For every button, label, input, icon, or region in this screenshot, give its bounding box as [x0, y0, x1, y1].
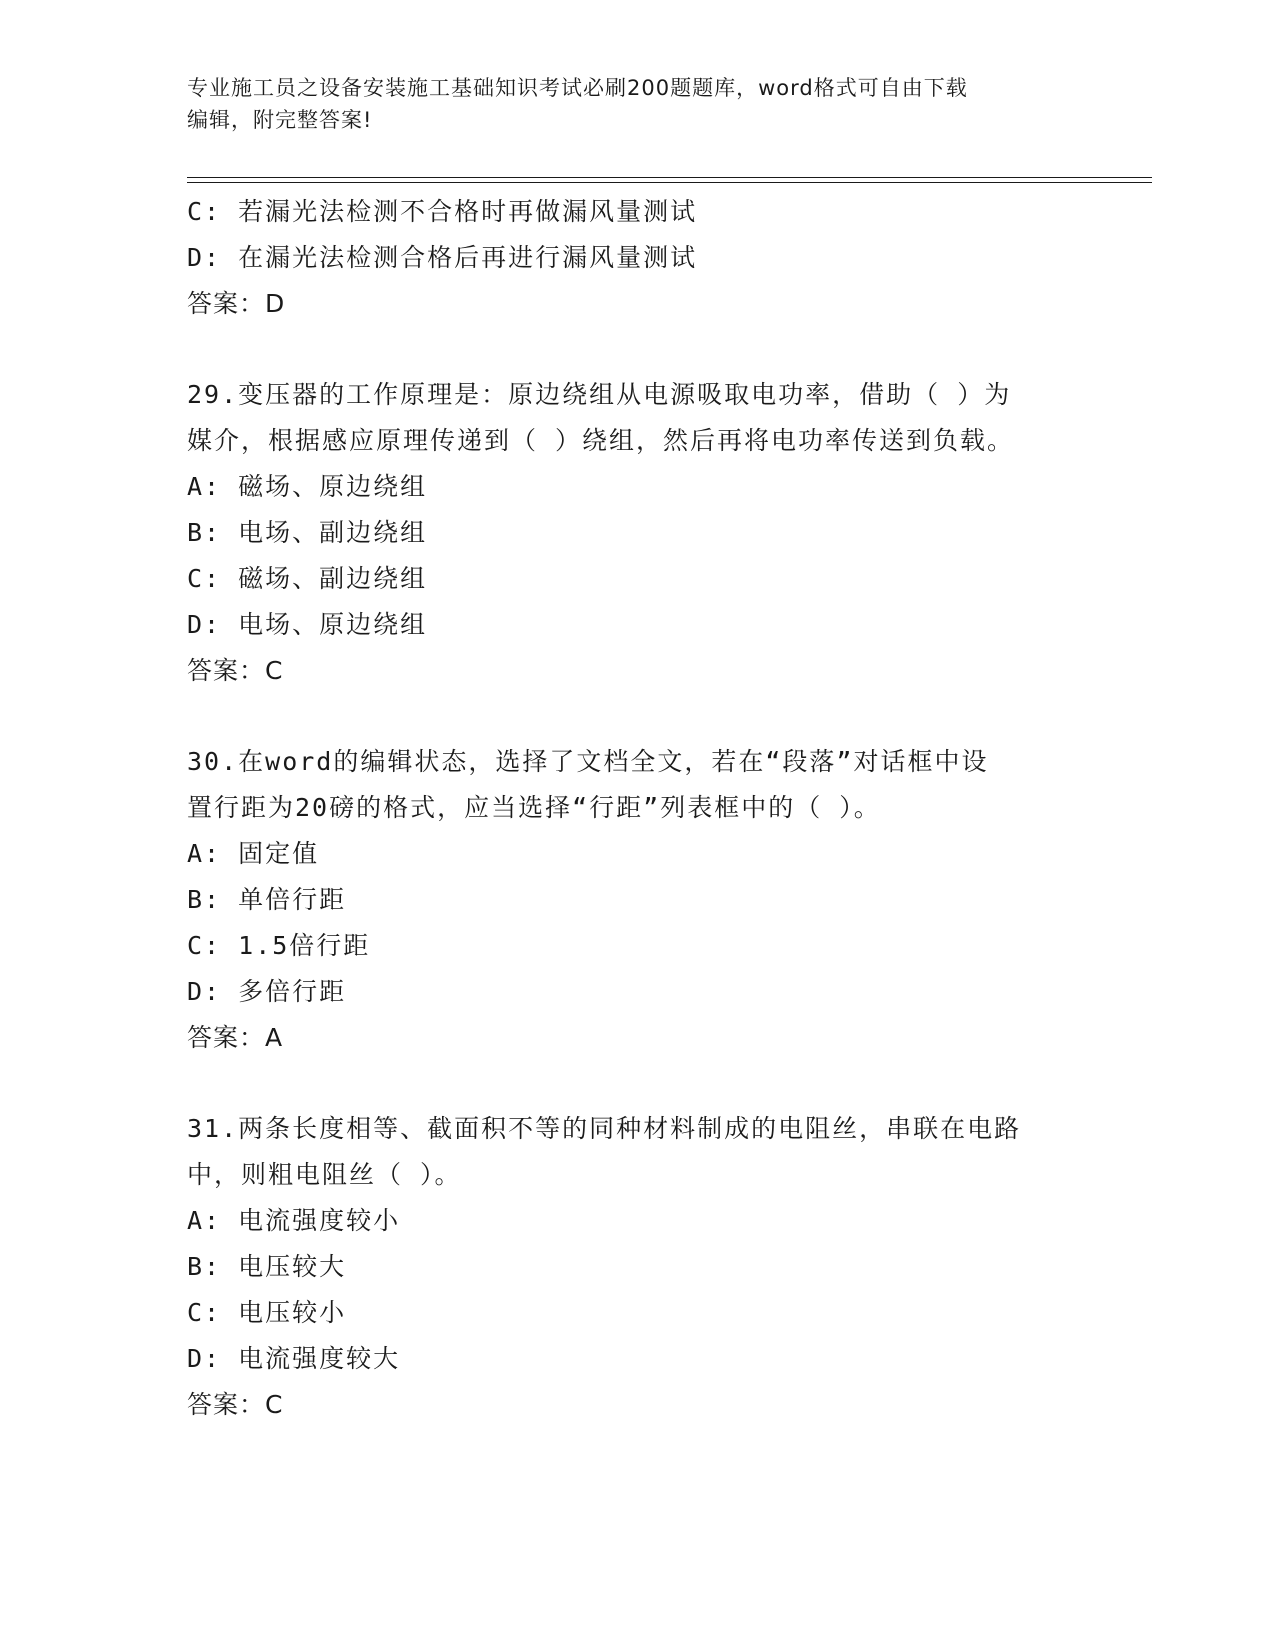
- document-header: [187, 72, 1067, 136]
- question-stem-line: 31.两条长度相等、截面积不等的同种材料制成的电阻丝，串联在电路: [187, 1114, 1022, 1143]
- header-divider-bottom: [187, 182, 1152, 183]
- question-spacer: [187, 327, 1087, 372]
- answer-line: 答案：A: [187, 1023, 284, 1052]
- option-a: A: 磁场、原边绕组: [187, 472, 428, 501]
- option-a: A: 电流强度较小: [187, 1206, 401, 1235]
- answer-line: 答案：C: [187, 656, 284, 685]
- previous-question-block: [187, 189, 1087, 327]
- header-title-line-1: 专业施工员之设备安装施工基础知识考试必刷200题题库，word格式可自由下载: [187, 76, 968, 100]
- option-d: D: 在漏光法检测合格后再进行漏风量测试: [187, 243, 698, 272]
- option-c: C: 1.5倍行距: [187, 931, 371, 960]
- option-d: D: 电流强度较大: [187, 1344, 401, 1373]
- question-stem-line: 30.在word的编辑状态，选择了文档全文，若在“段落”对话框中设: [187, 747, 989, 776]
- question-spacer: [187, 1061, 1087, 1106]
- answer-line: 答案：D: [187, 289, 286, 318]
- option-b: B: 电压较大: [187, 1252, 347, 1281]
- option-d: D: 电场、原边绕组: [187, 610, 428, 639]
- option-b: B: 单倍行距: [187, 885, 347, 914]
- question-stem-line: 29.变压器的工作原理是：原边绕组从电源吸取电功率，借助（ ）为: [187, 380, 1012, 409]
- question-spacer: [187, 694, 1087, 739]
- header-divider-top: [187, 177, 1152, 178]
- answer-line: 答案：C: [187, 1390, 284, 1419]
- question-30: [187, 739, 1087, 1061]
- option-c: C: 磁场、副边绕组: [187, 564, 428, 593]
- question-stem-line: 中，则粗电阻丝（ ）。: [187, 1160, 462, 1189]
- question-stem-line: 媒介，根据感应原理传递到（ ）绕组，然后再将电功率传送到负载。: [187, 426, 1015, 455]
- question-31: [187, 1106, 1087, 1428]
- option-c: C: 若漏光法检测不合格时再做漏风量测试: [187, 197, 698, 226]
- document-body: [187, 189, 1087, 1428]
- header-title-line-2: 编辑，附完整答案!: [187, 108, 373, 132]
- option-b: B: 电场、副边绕组: [187, 518, 428, 547]
- question-stem-line: 置行距为20磅的格式，应当选择“行距”列表框中的（ ）。: [187, 793, 881, 822]
- option-d: D: 多倍行距: [187, 977, 347, 1006]
- option-c: C: 电压较小: [187, 1298, 347, 1327]
- question-29: [187, 372, 1087, 694]
- option-a: A: 固定值: [187, 839, 320, 868]
